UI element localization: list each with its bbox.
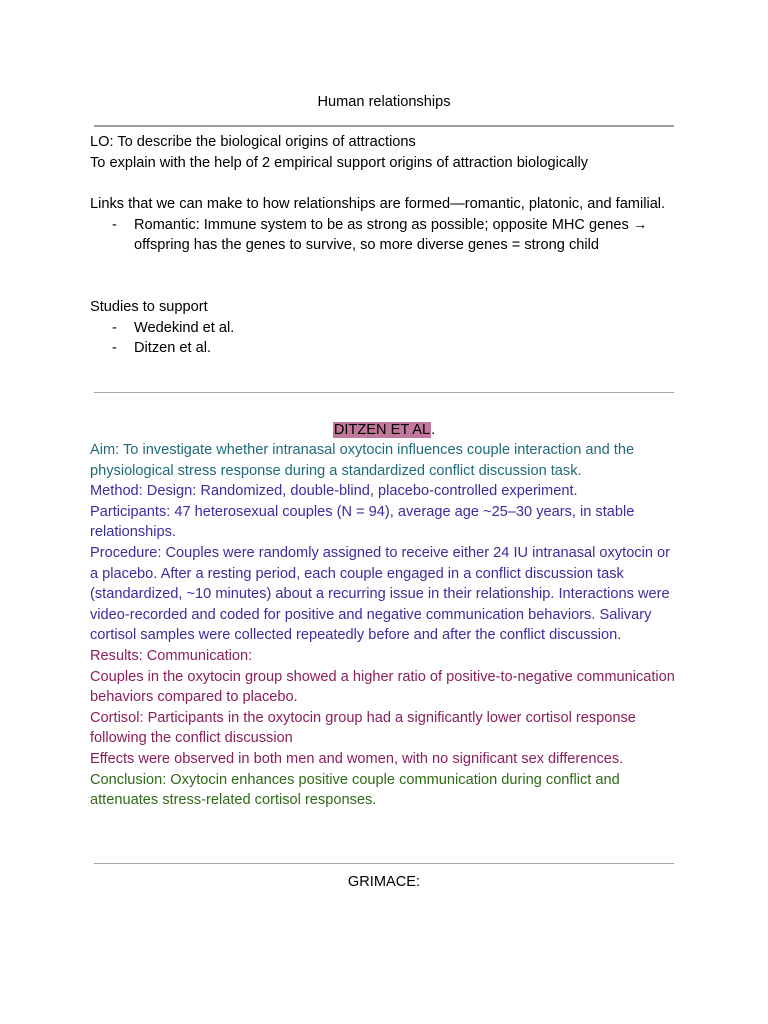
list-item xyxy=(90,215,678,256)
grimace-heading: GRIMACE: xyxy=(347,874,421,890)
bullet-dash: - xyxy=(112,319,117,336)
study-heading xyxy=(0,420,768,440)
links-section xyxy=(90,194,678,256)
section-divider xyxy=(94,863,674,864)
participants-text: Participants: 47 heterosexual couples (N = 94), average age ~25–30 years, in stable relationships. xyxy=(90,503,635,541)
bullet-dash: - xyxy=(112,340,117,357)
results-cortisol: Cortisol: Participants in the oxytocin group had a significantly lower cortisol response following the conflict discussion xyxy=(90,709,636,747)
section-divider xyxy=(94,392,674,393)
studies-section xyxy=(90,297,678,359)
results-heading: Results: Communication: xyxy=(90,647,253,664)
conclusion-text: Conclusion: Oxytocin enhances positive couple communication during conflict and attenuates stress-related cortisol responses. xyxy=(90,771,620,809)
list-item xyxy=(90,338,678,359)
document-title: Human relationships xyxy=(317,94,451,110)
results-communication: Couples in the oxytocin group showed a higher ratio of positive-to-negative communication behaviors compared to placebo. xyxy=(90,668,675,706)
aim-text: Aim: To investigate whether intranasal oxytocin influences couple interaction and the physiological stress response during a standardized conflict discussion task. xyxy=(90,442,635,479)
studies-heading: Studies to support xyxy=(90,299,208,315)
explain-line: To explain with the help of 2 empirical support origins of attraction biologically xyxy=(90,154,589,171)
method-text: Method: Design: Randomized, double-blind, placebo-controlled experiment. xyxy=(90,483,578,500)
list-item xyxy=(90,318,678,339)
romantic-bullet: Romantic: Immune system to be as strong as possible; opposite MHC genes → offspring has the genes to survive, so more diverse genes = strong child xyxy=(134,216,648,254)
bullet-dash: - xyxy=(112,216,117,233)
study-body xyxy=(90,440,680,811)
study-item-ditzen: Ditzen et al. xyxy=(134,340,212,357)
lo-line: LO: To describe the biological origins of attractions xyxy=(90,134,416,150)
highlighted-heading: DITZEN ET AL xyxy=(333,422,431,438)
study-item-wedekind: Wedekind et al. xyxy=(134,319,235,336)
procedure-text: Procedure: Couples were randomly assigned to receive either 24 IU intranasal oxytocin or a placebo. After a resting period, each couple engaged in a conflict discussion task (standardized, ~10 minutes) about a recurring issue in their relationship. Interactions were video-recorded and coded for positive and negative communication behaviors. Salivary cortisol samples were collected repeatedly before and after the conflict discussion. xyxy=(90,544,670,644)
results-effects: Effects were observed in both men and women, with no significant sex differences. xyxy=(90,750,624,767)
links-paragraph: Links that we can make to how relationships are formed—romantic, platonic, and familial. xyxy=(90,196,666,212)
title-divider xyxy=(94,125,674,127)
learning-objectives xyxy=(90,132,678,173)
heading-suffix: . xyxy=(431,422,436,438)
